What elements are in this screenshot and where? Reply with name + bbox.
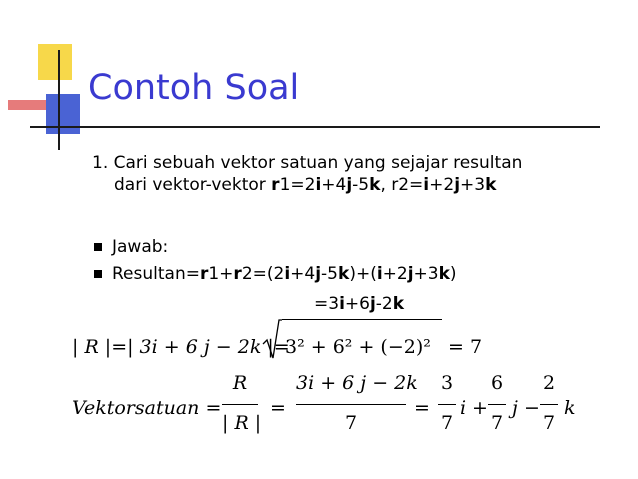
question-line-1	[92, 152, 522, 174]
radical-sign-icon	[262, 318, 282, 360]
magnitude-equation	[72, 336, 290, 358]
minus-sign: −	[524, 397, 540, 419]
fraction4-numerator: 6	[490, 372, 504, 394]
fraction4-bar	[488, 404, 506, 405]
title-underline	[30, 126, 600, 128]
fraction5-denominator: 7	[542, 412, 556, 434]
fraction5-bar	[540, 404, 558, 405]
equals-1: =	[270, 397, 286, 419]
fraction3-denominator: 7	[440, 412, 454, 434]
question-number: 1.	[92, 153, 109, 173]
fraction3-numerator: 3	[440, 372, 454, 394]
slide-title: Contoh Soal	[88, 68, 300, 108]
decor-vertical-line	[58, 50, 60, 150]
question-text-1: Cari sebuah vektor satuan yang sejajar resultan	[113, 153, 523, 173]
fraction2-denominator: 7	[344, 412, 358, 434]
fraction5-numerator: 2	[542, 372, 556, 394]
bullet-square-icon	[94, 270, 102, 278]
plus-sign: +	[472, 397, 488, 419]
magnitude-radical: 3² + 6² + (−2)²	[285, 336, 431, 358]
unit-lhs: Vektorsatuan =	[72, 397, 222, 419]
answer-label: Jawab:	[112, 237, 169, 257]
fraction1-bar	[222, 404, 258, 405]
fraction4-denominator: 7	[490, 412, 504, 434]
equals-2: =	[414, 397, 430, 419]
unit-k: k	[564, 397, 576, 419]
resultant-result: =3i+6j-2k	[314, 294, 405, 314]
fraction1-numerator: R	[232, 372, 248, 394]
question-line-2: dari vektor-vektor r1=2i+4j-5k, r2=i+2j+3k	[114, 175, 497, 195]
unit-i: i	[460, 397, 467, 419]
fraction2-numerator: 3i + 6 j − 2k	[296, 372, 418, 394]
unit-j: j	[512, 397, 518, 419]
resultant-line: Resultan=r1+r2=(2i+4j-5k)+(i+2j+3k)	[112, 264, 457, 284]
radical-bar	[282, 319, 442, 320]
magnitude-rhs: = 7	[448, 336, 483, 358]
decor-yellow-square	[38, 44, 72, 80]
fraction1-denominator: | R |	[222, 412, 262, 434]
fraction3-bar	[438, 404, 456, 405]
fraction2-bar	[296, 404, 406, 405]
decor-blue-square	[46, 94, 80, 134]
bullet-square-icon	[94, 243, 102, 251]
magnitude-lhs: | R |=| 3i + 6 j − 2k |=	[72, 336, 290, 358]
